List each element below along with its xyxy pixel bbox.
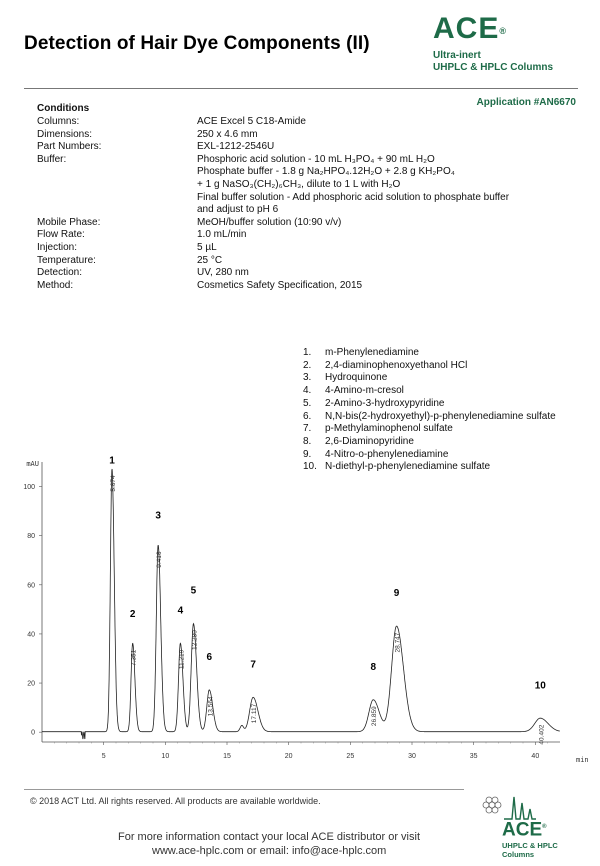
footer-brand-tag-2: Columns <box>502 850 535 860</box>
legend-compound: Hydroquinone <box>325 372 388 384</box>
legend-number: 1. <box>303 347 312 358</box>
legend-compound: 2-Amino-3-hydroxypyridine <box>325 397 445 409</box>
chromatogram-trace <box>42 469 560 739</box>
x-tick-label: 40 <box>531 753 540 760</box>
retention-time-label: 9.416 <box>156 551 164 568</box>
x-tick-label: 10 <box>161 753 170 760</box>
legend-item <box>303 385 556 398</box>
footer-brand-tag-1: UHPLC & HPLC <box>502 841 558 851</box>
condition-row <box>37 116 577 129</box>
legend-number: 4. <box>303 385 312 397</box>
condition-row <box>37 129 577 142</box>
condition-row <box>37 229 577 242</box>
condition-key: Temperature: <box>37 254 96 266</box>
legend-number: 8. <box>303 435 312 447</box>
condition-value: UV, 280 nm <box>197 267 249 279</box>
peak-number: 9 <box>393 588 400 600</box>
legend-item <box>303 372 556 385</box>
application-number: Application #AN6670 <box>476 97 576 108</box>
footer-brand <box>502 818 558 859</box>
condition-value: 1.0 mL/min <box>197 229 247 241</box>
brand-tagline-1: Ultra-inert <box>433 50 481 61</box>
retention-time-label: 28.747 <box>394 632 402 653</box>
legend-item <box>303 360 556 373</box>
footer-divider <box>24 789 464 790</box>
page-title: Detection of Hair Dye Components (II) <box>24 33 370 54</box>
legend-compound: p-Methylaminophenol sulfate <box>325 423 453 435</box>
contact-line-2: www.ace-hplc.com or email: info@ace-hplc.com <box>152 845 387 857</box>
conditions-heading: Conditions <box>37 103 90 114</box>
condition-row <box>37 166 577 179</box>
retention-time-label: 40.402 <box>538 724 546 745</box>
condition-value: ACE Excel 5 C18-Amide <box>197 116 306 127</box>
retention-time-label: 5.674 <box>109 475 117 492</box>
legend-compound: 2,4-diaminophenoxyethanol HCl <box>325 359 468 371</box>
legend-number: 10. <box>303 461 317 473</box>
condition-key: Buffer: <box>37 153 67 165</box>
x-tick-label: 5 <box>101 753 106 760</box>
retention-time-label: 7.351 <box>130 649 138 667</box>
condition-row <box>37 154 577 167</box>
condition-row <box>37 242 577 255</box>
condition-key: Flow Rate: <box>37 229 85 241</box>
legend-compound: m-Phenylenediamine <box>325 347 419 358</box>
brand-wordmark: ACE® <box>433 12 507 45</box>
legend-item <box>303 423 556 436</box>
condition-key <box>37 204 197 217</box>
peak-number: 6 <box>206 652 213 664</box>
y-tick-label: 60 <box>27 582 35 590</box>
peak-number: 10 <box>534 680 546 692</box>
contact-line-1: For more information contact your local ACE distributor or visit <box>118 831 421 843</box>
legend-compound: N,N-bis(2-hydroxyethyl)-p-phenylenediamine sulfate <box>325 410 556 422</box>
retention-time-label: 26.859 <box>371 706 379 727</box>
legend-compound: 2,6-Diaminopyridine <box>325 435 414 447</box>
retention-time-label: 12.280 <box>191 630 199 650</box>
y-tick-label: 40 <box>27 631 35 639</box>
legend-compound: 4-Amino-m-cresol <box>325 385 404 397</box>
condition-value: 250 x 4.6 mm <box>197 128 258 140</box>
peak-number: 8 <box>370 661 377 673</box>
y-tick-label: 0 <box>31 729 35 737</box>
legend-item <box>303 411 556 424</box>
x-tick-label: 20 <box>284 753 293 760</box>
condition-row <box>37 141 577 154</box>
y-tick-label: 100 <box>23 484 35 492</box>
x-tick-label: 15 <box>223 753 231 760</box>
legend-number: 6. <box>303 410 312 422</box>
peak-number: 7 <box>250 659 256 671</box>
condition-key: Injection: <box>37 241 78 253</box>
condition-row <box>37 179 577 192</box>
condition-value: 5 µL <box>197 241 217 253</box>
y-tick-label: 80 <box>27 533 35 541</box>
brand-logo <box>433 14 593 73</box>
legend-number: 3. <box>303 372 312 384</box>
legend-item <box>303 398 556 411</box>
brand-tagline-2: UHPLC & HPLC Columns <box>433 62 553 73</box>
condition-key: Mobile Phase: <box>37 216 101 228</box>
retention-time-label: 17.117 <box>251 703 259 724</box>
legend-item <box>303 347 556 360</box>
condition-row <box>37 255 577 268</box>
footer-brand-wordmark: ACE® <box>502 819 547 841</box>
condition-value: 25 °C <box>197 254 223 266</box>
legend-compound: N-diethyl-p-phenylenediamine sulfate <box>325 461 491 473</box>
peak-number: 5 <box>190 585 197 597</box>
condition-value: Phosphoric acid solution - 10 mL H₃PO₄ + 90 mL H₂O <box>197 153 435 165</box>
chromatogram-chart <box>0 440 600 770</box>
retention-time-label: 11.219 <box>178 649 186 670</box>
legend-number: 2. <box>303 359 312 371</box>
y-tick-label: 20 <box>27 680 35 688</box>
condition-key: Dimensions: <box>37 128 93 140</box>
condition-key: Method: <box>37 279 74 291</box>
condition-value: + 1 g NaSO₃(CH₂)₆CH₃, dilute to 1 L with H₂O <box>197 178 401 190</box>
x-tick-label: 25 <box>346 753 355 760</box>
condition-key: Columns: <box>37 116 80 127</box>
condition-row <box>37 192 577 205</box>
legend-number: 9. <box>303 448 312 460</box>
condition-value: Final buffer solution - Add phosphoric acid solution to phosphate buffer <box>197 191 510 203</box>
condition-row <box>37 204 577 217</box>
header-divider <box>24 88 578 89</box>
legend-number: 5. <box>303 397 312 409</box>
condition-key: Detection: <box>37 267 83 279</box>
condition-key <box>37 192 197 205</box>
peak-number: 3 <box>155 510 161 522</box>
condition-key: Part Numbers: <box>37 141 102 153</box>
condition-value: and adjust to pH 6 <box>197 204 279 216</box>
y-axis-label: mAU <box>26 460 39 468</box>
peak-number: 4 <box>177 605 184 617</box>
condition-key <box>37 179 197 192</box>
condition-value: Phosphate buffer - 1.8 g Na₂HPO₄.12H₂O + 2.8 g KH₂PO₄ <box>197 166 455 178</box>
copyright-text: © 2018 ACT Ltd. All rights reserved. All products are available worldwide. <box>30 796 321 806</box>
x-tick-label: 30 <box>408 753 416 760</box>
condition-value: Cosmetics Safety Specification, 2015 <box>197 279 363 291</box>
condition-value: MeOH/buffer solution (10:90 v/v) <box>197 216 342 228</box>
condition-value: EXL-1212-2546U <box>197 141 275 153</box>
x-tick-label: 35 <box>469 753 478 760</box>
condition-row <box>37 267 577 280</box>
peak-number: 1 <box>109 455 115 467</box>
condition-row <box>37 217 577 230</box>
condition-row <box>37 280 577 293</box>
conditions-table <box>37 116 577 292</box>
peak-number: 2 <box>129 608 136 620</box>
legend-compound: 4-Nitro-o-phenylenediamine <box>325 448 449 460</box>
x-axis-label: min <box>576 756 589 764</box>
condition-key <box>37 166 197 179</box>
legend-number: 7. <box>303 423 312 435</box>
retention-time-label: 13.564 <box>207 696 215 717</box>
